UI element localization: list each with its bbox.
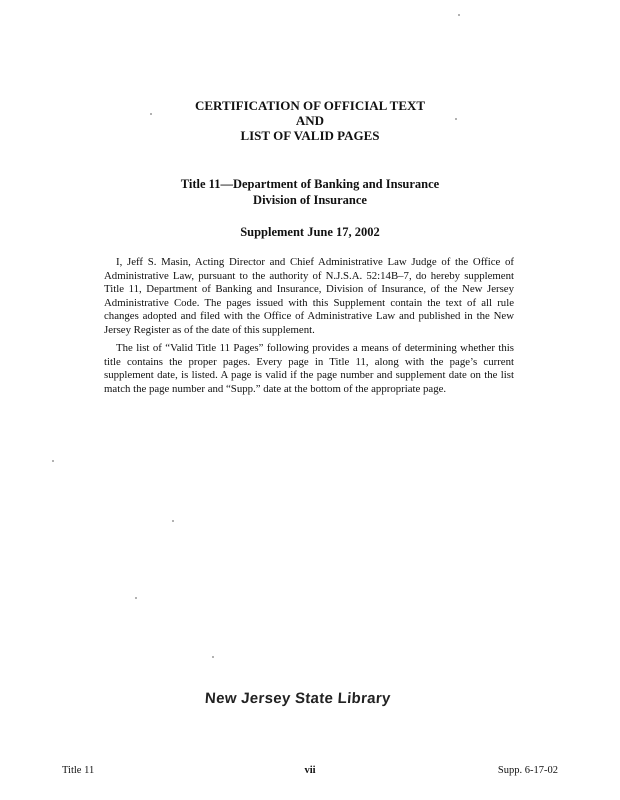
paragraph-valid-pages: The list of “Valid Title 11 Pages” following provides a means of determining whether this title contains the proper pages. Every page in Title 11, along with the page’s current supplement date, is listed. A page is valid if the page number and supplement date on the list match the page number and “Supp.” date at the bottom of the appropriate page. [104, 342, 514, 395]
heading-line-1: CERTIFICATION OF OFFICIAL TEXT [194, 98, 426, 113]
footer-title: Title 11 [62, 765, 95, 776]
library-stamp: New Jersey State Library [204, 690, 392, 707]
paragraph-certification: I, Jeff S. Masin, Acting Director and Chief Administrative Law Judge of the Office of Administrative Law, pursuant to the authority of N.J.S.A. 52:14B–7, do hereby supplement Title 11, Department of Banking and Insurance, Division of Insurance, of the New Jersey Administrative Code. The pages issued with this Supplement contain the text of all rule changes adopted and filed with the Office of Administrative Law and published in the New Jersey Register as of the date of this supplement. [104, 256, 514, 336]
scan-speck [458, 14, 460, 16]
footer-page-number: vii [304, 765, 316, 776]
title-line-2: Division of Insurance [253, 193, 367, 207]
scan-speck [172, 520, 174, 522]
footer-supp-date: Supp. 6-17-02 [497, 765, 558, 776]
scan-speck [135, 597, 137, 599]
scan-speck [212, 656, 214, 658]
scan-speck [52, 460, 54, 462]
title-line-1: Title 11—Department of Banking and Insurance [180, 177, 440, 191]
heading-line-2: AND [295, 113, 325, 128]
heading-line-3: LIST OF VALID PAGES [240, 128, 380, 143]
supplement-date: Supplement June 17, 2002 [240, 225, 380, 239]
scan-speck [150, 113, 152, 115]
scan-speck [455, 118, 457, 120]
